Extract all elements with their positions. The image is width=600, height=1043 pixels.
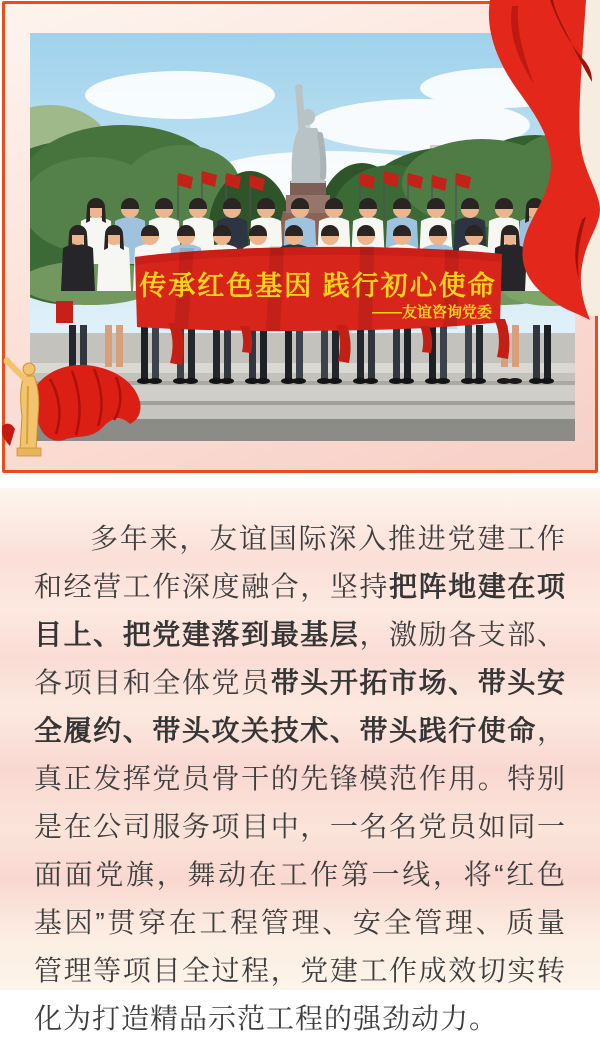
article-section [0,488,600,1034]
ribbon-decoration-icon [482,0,600,322]
red-bag [56,301,73,323]
red-banner [135,246,502,332]
article-paragraph: 多年来，友谊国际深入推进党建工作和经营工作深度融合，坚持把阵地建在项目上、把党建落到最基层，激励各支部、各项目和全体党员带头开拓市场、带头安全履约、带头攻关技术、带头践行使命，真正发挥党员骨干的先锋模范作用。特别是在公司服务项目中，一名名党员如同一面面党旗，舞动在工作第一线，将“红色基因”贯穿在工程管理、安全管理、质量管理等项目全过程，党建工作成效切实转化为打造精品示范工程的强劲动力。 [34,523,566,1034]
banner-main-text: 传承红色基因 践行初心使命 [139,271,497,301]
flag-statue-icon [2,356,154,458]
banner-sub-text: ——友谊咨询党委 [371,304,492,321]
